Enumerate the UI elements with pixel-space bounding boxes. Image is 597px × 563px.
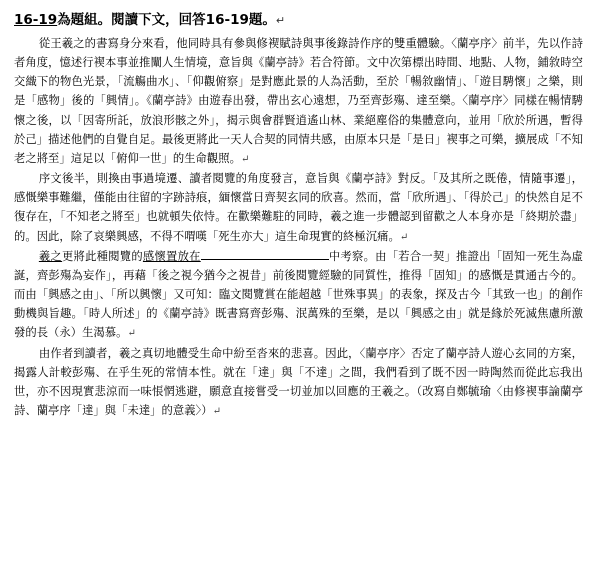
paragraph-1-text: 從王羲之的書寫身分來看，他同時具有參與修褉賦詩與事後錄詩作序的雙重體驗。〈蘭亭序〉前半，先以作詩者角度，憶述行褉本事並推闡人生情境，意旨與《蘭亭詩》若合符節。文中次第標出時間、地點、人物，鋪敘時空交織下的物色光景，「流觴曲水」、「仰觀俯察」是對應此景的人為活動，至於「暢敘幽情」、「遊目騁懷」之樂，則是「感物」後的「興情」。《蘭亭詩》由遊春出發，帶出玄心遠想，乃至齊彭殤、達至樂。〈蘭亭序〉同樣在暢情騁懷之後，以「因寄所託，放浪形骸之外」，揭示與會群賢逍遙山林、業絕塵俗的集體意向，並用「欣於所遇，暫得於己」描述他們的自覺自足。最後更將此一天人合契的同情共感，由原本只是「是日」褉事之可樂，擴展成「不知老之將至」這足以「俯仰一世」的生命觀照。: [14, 37, 583, 165]
paragraph-3: [14, 247, 583, 344]
paragraph-4-text: 由作者到讀者，羲之真切地體受生命中紛至沓來的悲喜。因此，〈蘭亭序〉否定了蘭亭詩人遊心玄同的方案，揭露人計較彭殤、在乎生死的常情本性。就在「達」與「不達」之間，我們看到了既不因一時陶然而從此忘我出世，亦不因現實悲涼而一味悵惘逃避，願意直接嘗受一切並加以回應的王羲之。（改寫自鄭毓瑜〈由修褉事論蘭亭詩、蘭亭序「達」與「未達」的意義〉）: [14, 346, 583, 417]
paragraph-3-underlined: 感懷置放在: [142, 249, 201, 263]
paragraph-mark-icon: ↵: [399, 231, 409, 243]
paragraph-1: [14, 34, 583, 169]
paragraph-mark-icon: ↵: [240, 153, 250, 165]
fill-in-blank: [201, 248, 329, 260]
paragraph-2-text: 序文後半，則換由事過境遷、讀者閱覽的角度發言，意旨與《蘭亭詩》對反。「及其所之既倦，情隨事遷」，感慨樂事難繼，僅能由往留的字跡詩痕，緬懷當日齊契玄同的欣喜。然而，當「欣所遇」、「得於己」的快然自足不復存在，「不知老之將至」也就頓失依恃。在歡樂難駐的同時，羲之進一步體認到留歡之人本身亦是「終期於盡」的。因此，除了哀樂興感，不得不喟嘆「死生亦大」這生命現實的終極沉痛。: [14, 172, 583, 243]
question-group-heading: [14, 10, 583, 31]
heading-text: 為題組。閱讀下文，回答16-19題。: [57, 12, 276, 28]
paragraph-3-lead: 羲之: [38, 249, 62, 263]
paragraph-3-pre: 更將此種閱覽的: [61, 249, 143, 263]
paragraph-mark-icon: ↵: [212, 405, 222, 417]
paragraph-4: [14, 344, 583, 422]
paragraph-2: [14, 169, 583, 247]
paragraph-mark-icon: ↵: [127, 328, 136, 340]
question-range: 16-19: [14, 12, 58, 28]
paragraph-mark-icon: ↵: [275, 14, 286, 27]
paragraph-3-post: 中考察。由「若合一契」推證出「固知一死生為虛誕，齊彭殤為妄作」，再藉「後之視今猶今之視昔」前後閱覽經驗的同質性，推得「固知」的感慨是貫通古今的。而由「興感之由」、「所以興懷」又可知：臨文閱覽賞在能超越「世殊事異」的表象，探及古今「其致一也」的創作動機與旨趣。「時人所述」的《蘭亭詩》既書寫齊彭殤、泯萬殊的至樂，是以「興感之由」就是緣於死滅焦慮所激發的長（永）生渴慕。: [14, 249, 583, 340]
